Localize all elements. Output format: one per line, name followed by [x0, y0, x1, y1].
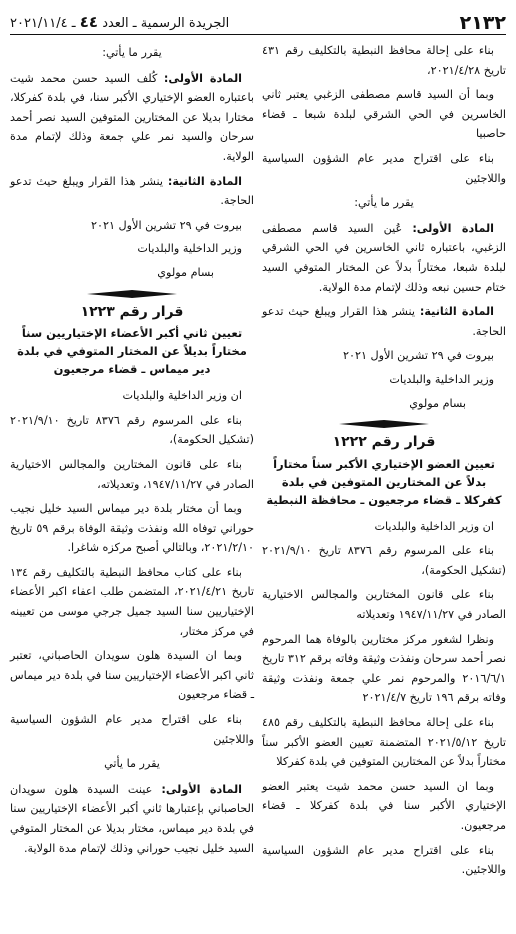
- article-text: ينشر هذا القرار ويبلغ حيث تدعو الحاجة.: [262, 305, 506, 338]
- article-label: المادة الثانية:: [419, 305, 494, 319]
- paragraph: بناء على اقتراح مدير عام الشؤون السياسية واللاجئين: [262, 151, 506, 185]
- article-1: [10, 69, 254, 167]
- article-label: المادة الثانية:: [167, 174, 242, 188]
- page-number: ٢١٣٢: [459, 12, 506, 34]
- article-label: المادة الأولى:: [163, 71, 243, 85]
- paragraph: ونظرا لشغور مركز مختارين بالوفاة هما المرحوم نصر أحمد سرحان ونفذت وثيقة وفاته برقم ٣١٢ تاريخ ٢٠١٦/٦/١ والمرحوم نمر علي جمعة ونفذت وثيقة وفاته برقم ١٩٦ تاريخ ٢٠٢١/٤/٧: [262, 632, 506, 705]
- signer-name: بسام مولوي: [409, 396, 466, 410]
- decision-subtitle: تعيين العضو الإختياري الأكبر سناً مختاراً بدلاً عن المختارين المتوفين في بلدة كفركلا ـ قضاء مرجعيون ـ محافظة النبطية: [266, 456, 502, 507]
- minister-title: وزير الداخلية والبلديات: [389, 372, 494, 386]
- paragraph: وبما أن مختار بلدة دير ميماس السيد خليل نجيب حوراني توفاه الله ونفذت وثيقة الوفاة برقم ٥٩ تاريخ ٢٠٢١/٢/١٠، وبالتالي أصبح مركزه شاغرا.: [10, 502, 254, 555]
- paragraph: بناء على كتاب محافظ النبطية بالتكليف رقم ١٣٤ تاريخ ٢٠٢١/٤/٢١، المتضمن طلب اعفاء اكبر الأعضاء الإختياريين سنا السيد جميل جرجي موسى من تعيينه في مركز مختار،: [10, 565, 254, 638]
- columns: [10, 41, 506, 885]
- paragraph: بناء على المرسوم رقم ٨٣٧٦ تاريخ ٢٠٢١/٩/١٠ (تشكيل الحكومة)،: [262, 544, 506, 577]
- paragraph: بناء على المرسوم رقم ٨٣٧٦ تاريخ ٢٠٢١/٩/١٠ (تشكيل الحكومة)،: [10, 413, 254, 447]
- header-date: ـ ٢٠٢١/١١/٤: [10, 16, 76, 31]
- place-date: بيروت في ٢٩ تشرين الأول ٢٠٢١: [342, 349, 494, 363]
- decides-heading: يقرر ما يأتي:: [102, 46, 162, 59]
- paragraph: وبما أن السيد قاسم مصطفى الزغبي يعتبر ثاني الخاسرين في الحي الشرقي لبلدة شبعا ـ قضاء حاصبيا: [262, 88, 506, 141]
- minister-title: وزير الداخلية والبلديات: [137, 242, 242, 256]
- article-text: عُين السيد قاسم مصطفى الزغبي، باعتباره ثاني الخاسرين في الحي الشرقي لبلدة شبعا، مختاراً بدلاً عن المختار المتوفي السيد ختام حسين نبعه وذلك لإتمام مدة الولاية.: [262, 221, 506, 294]
- decides-heading: يقرر ما يأتي:: [354, 196, 414, 210]
- header-publication: [10, 12, 229, 34]
- paragraph: وبما ان السيدة هلون سويدان الحاصباني، تعتبر ثاني اكبر الأعضاء الإختياريين سنا في بلدة دير ميماس ـ قضاء مرجعيون: [10, 649, 254, 702]
- decision-title: قرار رقم ١٢٢٣: [80, 303, 184, 320]
- article-2: [262, 302, 506, 341]
- signer-name: بسام مولوي: [157, 265, 214, 279]
- article-label: المادة الأولى:: [412, 221, 494, 235]
- article-text: عينت السيدة هلون سويدان الحاصباني بإعتبارها ثاني أكبر الأعضاء الإختياريين سنا في بلدة دير ميماس، مختار بديلا عن المختار المتوفي السيد خليل نجيب حوراني وذلك لإتمام مدة الولاية.: [10, 782, 254, 855]
- left-column: [10, 41, 254, 885]
- paragraph: ان وزير الداخلية والبلديات: [122, 389, 242, 403]
- paragraph: بناء على قانون المختارين والمجالس الاختيارية الصادر في ١٩٤٧/١١/٢٧، وتعديلاته،: [10, 457, 254, 491]
- section-separator: [87, 289, 177, 299]
- article-label: المادة الأولى:: [161, 782, 242, 796]
- paragraph: بناء على إحالة محافظ النبطية بالتكليف رقم ٤٨٥ تاريخ ٢٠٢١/٥/١٢ المتضمنة تعيين العضو الأكبر سناً مختاراً بدلاً عن المختارين المتوفين في بلدة كفركلا: [262, 716, 506, 769]
- paragraph: وبما ان السيد حسن محمد شيت يعتبر العضو الإختياري الأكبر سنا في بلدة كفركلا ـ قضاء مرجعيون.: [262, 779, 506, 832]
- place-date: بيروت في ٢٩ تشرين الأول ٢٠٢١: [90, 218, 242, 232]
- paragraph: بناء على اقتراح مدير عام الشؤون السياسية واللاجئين: [10, 713, 254, 746]
- article-1: [262, 219, 506, 297]
- right-column: [262, 41, 506, 885]
- header-title: الجريدة الرسمية ـ العدد: [102, 16, 230, 31]
- decision-subtitle: تعيين ثاني أكبر الأعضاء الإختياريين سناً مختاراً بديلاً عن المختار المتوفي في بلدة دير ميماس ـ قضاء مرجعيون: [17, 326, 247, 377]
- page-header: [10, 8, 506, 35]
- decides-heading: يقرر ما يأتي: [104, 757, 160, 771]
- decision-title: قرار رقم ١٢٢٢: [332, 434, 436, 451]
- paragraph: بناء على قانون المختارين والمجالس الاختيارية الصادر في ١٩٤٧/١١/٢٧ وتعديلاته: [262, 588, 506, 622]
- article-text: ينشر هذا القرار ويبلغ حيث تدعو الحاجة.: [10, 174, 254, 208]
- article-2: [10, 172, 254, 211]
- header-issue: ٤٤: [79, 13, 99, 31]
- section-separator: [339, 419, 429, 429]
- paragraph: ان وزير الداخلية والبلديات: [374, 519, 494, 533]
- paragraph: بناء على إحالة محافظ النبطية بالتكليف رقم ٤٣١ تاريخ ٢٠٢١/٤/٢٨،: [262, 44, 506, 77]
- article-text: كُلف السيد حسن محمد شيت باعتباره العضو الإختياري الأكبر سنا، في بلدة كفركلا، مختارا بديلا عن المختارين المتوفين السيد نصر أحمد سرحان والسيد نمر علي جمعة وذلك لإتمام مدة الولاية.: [10, 71, 254, 163]
- paragraph: بناء على اقتراح مدير عام الشؤون السياسية واللاجئين.: [262, 843, 506, 877]
- article-1: [10, 780, 254, 858]
